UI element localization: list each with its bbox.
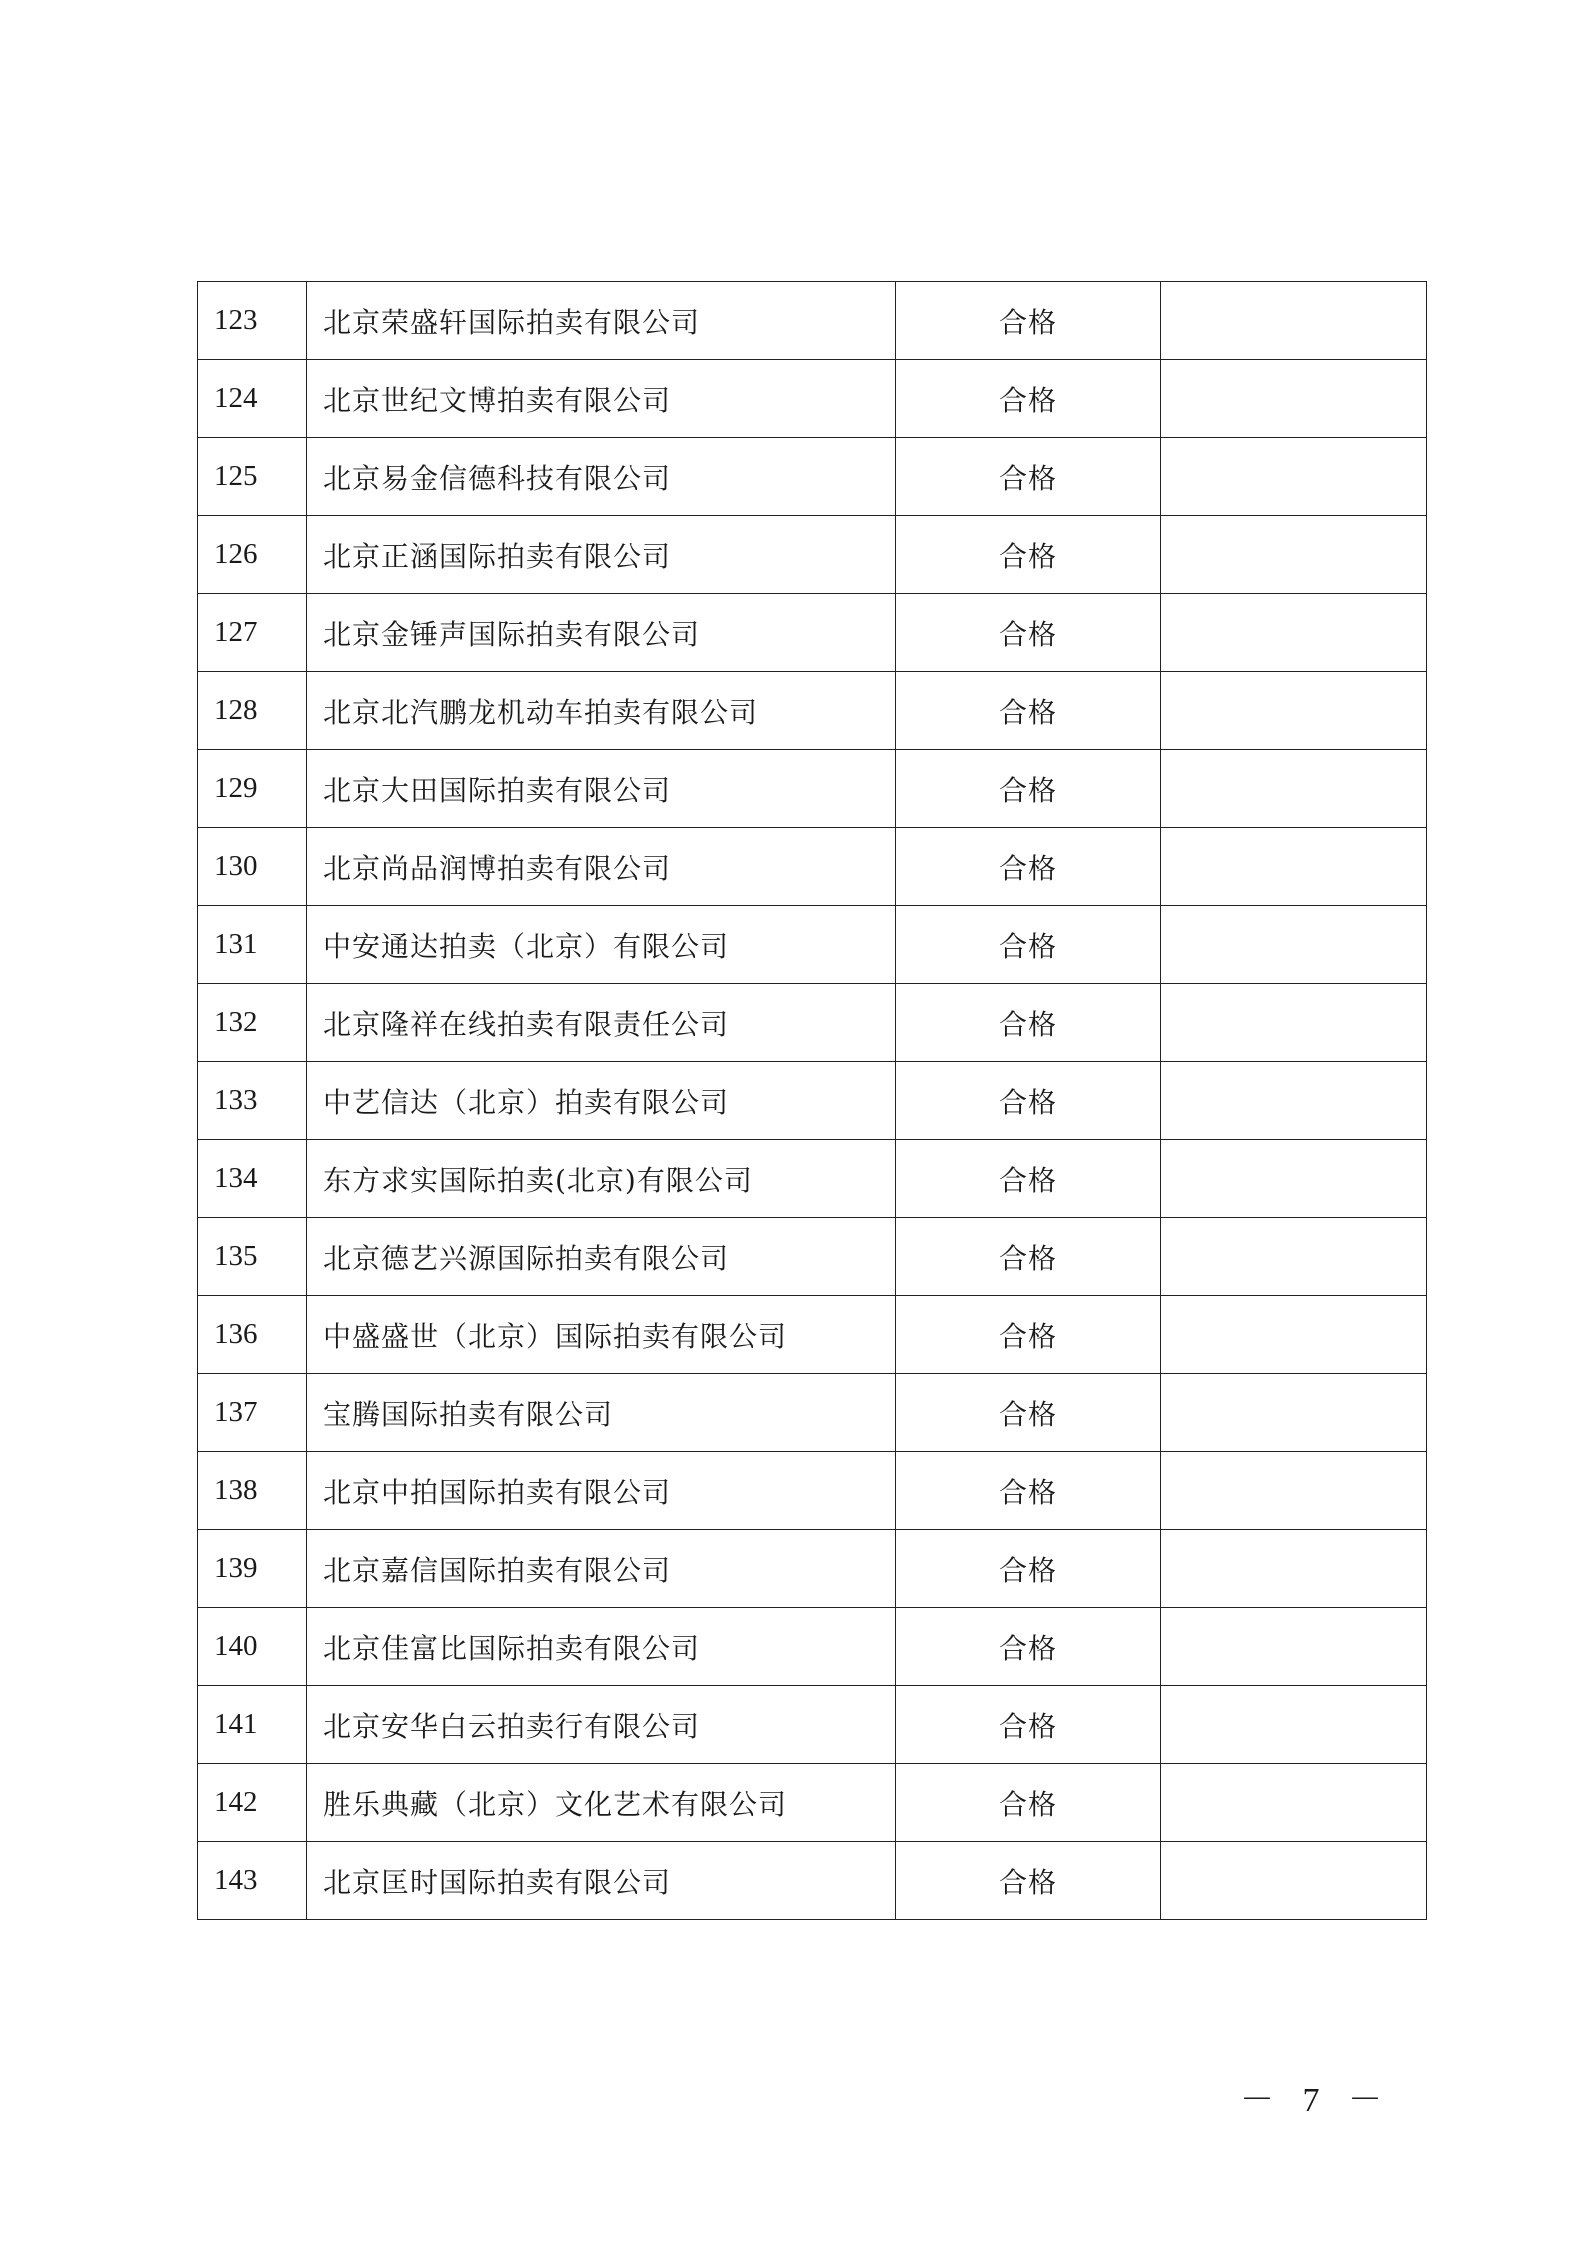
row-number: 126 — [198, 516, 307, 594]
company-name: 北京大田国际拍卖有限公司 — [307, 750, 896, 828]
inspection-result: 合格 — [896, 1218, 1161, 1296]
company-name: 北京金锤声国际拍卖有限公司 — [307, 594, 896, 672]
row-number: 133 — [198, 1062, 307, 1140]
row-number: 134 — [198, 1140, 307, 1218]
inspection-result: 合格 — [896, 1686, 1161, 1764]
table-row — [198, 1842, 1427, 1920]
inspection-result: 合格 — [896, 984, 1161, 1062]
inspection-result: 合格 — [896, 672, 1161, 750]
remarks-cell — [1161, 750, 1427, 828]
table-row — [198, 672, 1427, 750]
inspection-result: 合格 — [896, 438, 1161, 516]
results-table-body — [198, 282, 1427, 1920]
inspection-result: 合格 — [896, 1842, 1161, 1920]
remarks-cell — [1161, 1608, 1427, 1686]
remarks-cell — [1161, 1764, 1427, 1842]
inspection-result: 合格 — [896, 828, 1161, 906]
table-row — [198, 750, 1427, 828]
company-name: 宝腾国际拍卖有限公司 — [307, 1374, 896, 1452]
row-number: 137 — [198, 1374, 307, 1452]
inspection-result: 合格 — [896, 282, 1161, 360]
company-name: 北京嘉信国际拍卖有限公司 — [307, 1530, 896, 1608]
inspection-result: 合格 — [896, 1374, 1161, 1452]
inspection-result: 合格 — [896, 750, 1161, 828]
remarks-cell — [1161, 438, 1427, 516]
row-number: 143 — [198, 1842, 307, 1920]
table-row — [198, 1452, 1427, 1530]
company-name: 中艺信达（北京）拍卖有限公司 — [307, 1062, 896, 1140]
company-name: 北京匡时国际拍卖有限公司 — [307, 1842, 896, 1920]
company-name: 北京佳富比国际拍卖有限公司 — [307, 1608, 896, 1686]
table-row — [198, 1140, 1427, 1218]
table-row — [198, 828, 1427, 906]
page-number: － 7 － — [1240, 2082, 1392, 2119]
inspection-result: 合格 — [896, 516, 1161, 594]
remarks-cell — [1161, 672, 1427, 750]
remarks-cell — [1161, 1686, 1427, 1764]
company-name: 北京隆祥在线拍卖有限责任公司 — [307, 984, 896, 1062]
table-row — [198, 1686, 1427, 1764]
remarks-cell — [1161, 282, 1427, 360]
remarks-cell — [1161, 1374, 1427, 1452]
row-number: 142 — [198, 1764, 307, 1842]
remarks-cell — [1161, 906, 1427, 984]
company-name: 中盛盛世（北京）国际拍卖有限公司 — [307, 1296, 896, 1374]
table-row — [198, 1218, 1427, 1296]
remarks-cell — [1161, 1140, 1427, 1218]
company-name: 胜乐典藏（北京）文化艺术有限公司 — [307, 1764, 896, 1842]
table-row — [198, 984, 1427, 1062]
row-number: 125 — [198, 438, 307, 516]
remarks-cell — [1161, 1296, 1427, 1374]
table-row — [198, 1608, 1427, 1686]
table-row — [198, 594, 1427, 672]
inspection-result: 合格 — [896, 1062, 1161, 1140]
company-name: 北京德艺兴源国际拍卖有限公司 — [307, 1218, 896, 1296]
company-name: 北京荣盛轩国际拍卖有限公司 — [307, 282, 896, 360]
table-row — [198, 906, 1427, 984]
table-row — [198, 438, 1427, 516]
remarks-cell — [1161, 1218, 1427, 1296]
row-number: 141 — [198, 1686, 307, 1764]
inspection-result: 合格 — [896, 906, 1161, 984]
row-number: 127 — [198, 594, 307, 672]
row-number: 129 — [198, 750, 307, 828]
company-name: 北京正涵国际拍卖有限公司 — [307, 516, 896, 594]
company-name: 北京尚品润博拍卖有限公司 — [307, 828, 896, 906]
results-table — [197, 281, 1427, 1920]
row-number: 128 — [198, 672, 307, 750]
row-number: 132 — [198, 984, 307, 1062]
inspection-result: 合格 — [896, 1530, 1161, 1608]
remarks-cell — [1161, 828, 1427, 906]
row-number: 124 — [198, 360, 307, 438]
row-number: 140 — [198, 1608, 307, 1686]
table-row — [198, 1062, 1427, 1140]
inspection-result: 合格 — [896, 594, 1161, 672]
remarks-cell — [1161, 1842, 1427, 1920]
remarks-cell — [1161, 594, 1427, 672]
remarks-cell — [1161, 1452, 1427, 1530]
company-name: 北京安华白云拍卖行有限公司 — [307, 1686, 896, 1764]
inspection-result: 合格 — [896, 1140, 1161, 1218]
row-number: 136 — [198, 1296, 307, 1374]
inspection-result: 合格 — [896, 1296, 1161, 1374]
table-row — [198, 516, 1427, 594]
remarks-cell — [1161, 360, 1427, 438]
row-number: 135 — [198, 1218, 307, 1296]
row-number: 139 — [198, 1530, 307, 1608]
company-name: 北京易金信德科技有限公司 — [307, 438, 896, 516]
company-name: 北京北汽鹏龙机动车拍卖有限公司 — [307, 672, 896, 750]
row-number: 131 — [198, 906, 307, 984]
row-number: 130 — [198, 828, 307, 906]
row-number: 138 — [198, 1452, 307, 1530]
table-row — [198, 282, 1427, 360]
company-name: 中安通达拍卖（北京）有限公司 — [307, 906, 896, 984]
remarks-cell — [1161, 984, 1427, 1062]
company-name: 北京中拍国际拍卖有限公司 — [307, 1452, 896, 1530]
remarks-cell — [1161, 516, 1427, 594]
company-name: 北京世纪文博拍卖有限公司 — [307, 360, 896, 438]
table-row — [198, 1296, 1427, 1374]
company-name: 东方求实国际拍卖(北京)有限公司 — [307, 1140, 896, 1218]
table-row — [198, 1374, 1427, 1452]
remarks-cell — [1161, 1062, 1427, 1140]
inspection-result: 合格 — [896, 1608, 1161, 1686]
inspection-result: 合格 — [896, 360, 1161, 438]
table-row — [198, 360, 1427, 438]
table-row — [198, 1764, 1427, 1842]
remarks-cell — [1161, 1530, 1427, 1608]
inspection-result: 合格 — [896, 1764, 1161, 1842]
inspection-result: 合格 — [896, 1452, 1161, 1530]
row-number: 123 — [198, 282, 307, 360]
table-row — [198, 1530, 1427, 1608]
